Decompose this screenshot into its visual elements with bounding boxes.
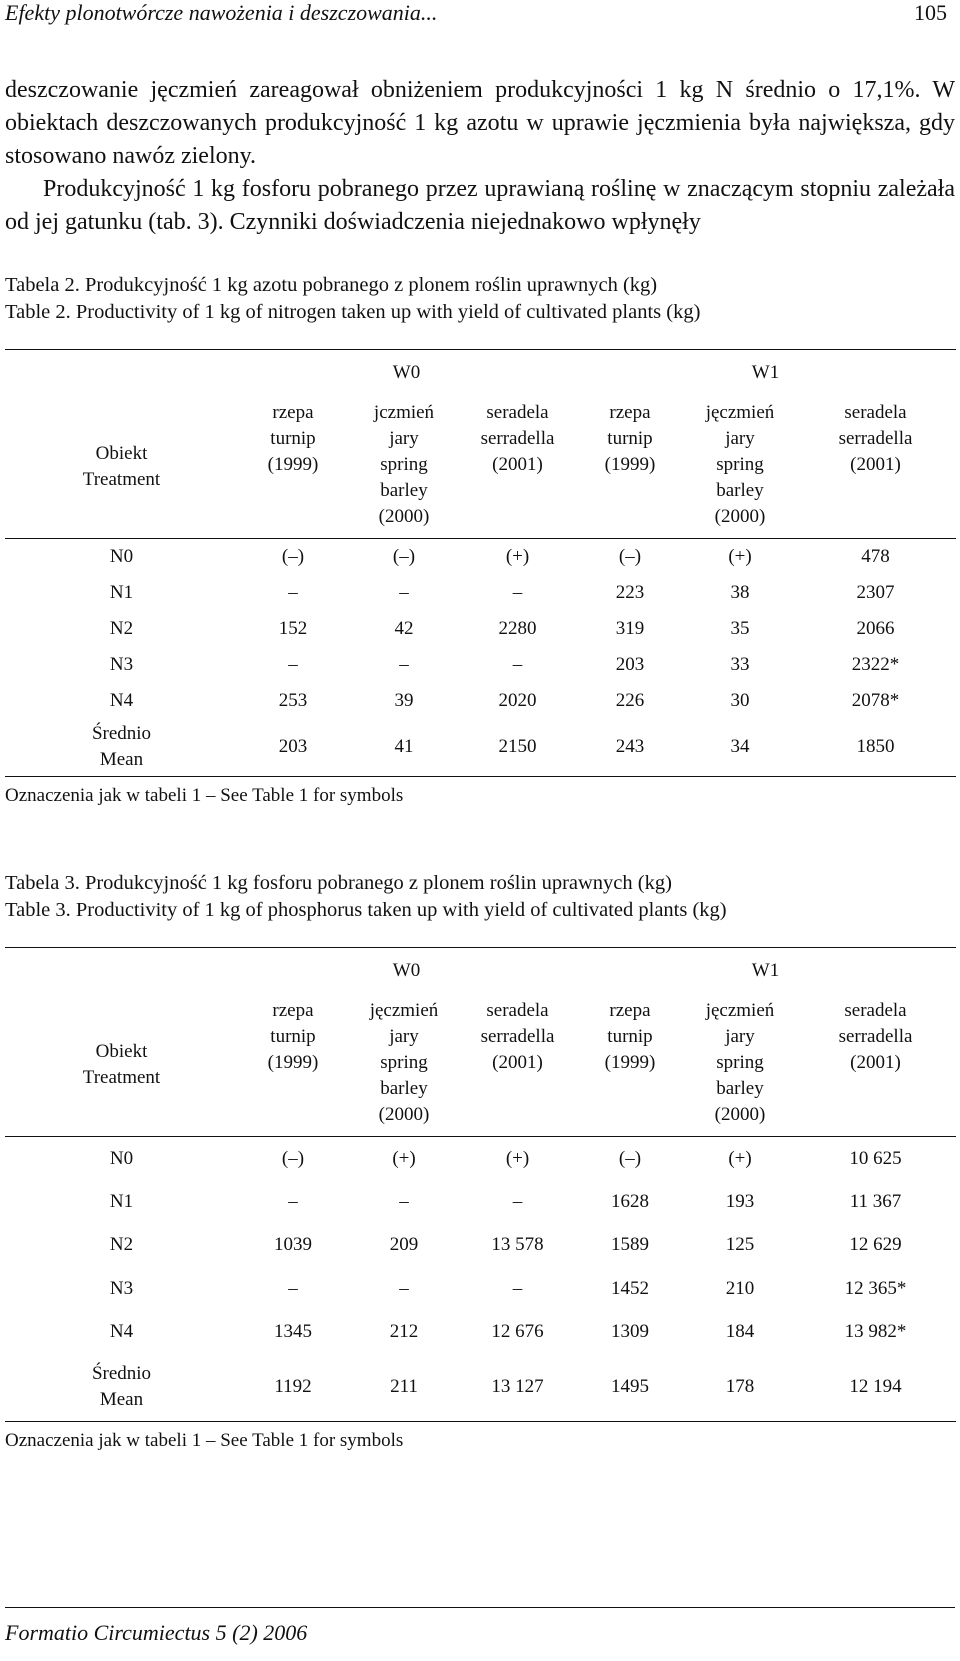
table-cell: – bbox=[288, 1277, 298, 1299]
table-cell: (+) bbox=[728, 545, 752, 567]
row-label: N2 bbox=[109, 617, 134, 639]
table-cell: – bbox=[288, 1190, 298, 1212]
caption-polish: Tabela 3. Produkcyjność 1 kg fosforu pobranego z plonem roślin uprawnych (kg) bbox=[5, 872, 672, 894]
row-label: N3 bbox=[109, 653, 134, 675]
page-header bbox=[5, 0, 955, 30]
table-cell: – bbox=[399, 1277, 409, 1299]
group-header-w1: W1 bbox=[575, 948, 956, 995]
mean-cell: 178 bbox=[685, 1354, 795, 1421]
table-cell: 226 bbox=[615, 689, 645, 711]
table-body bbox=[5, 539, 956, 777]
mean-cell: 12 194 bbox=[795, 1354, 956, 1421]
table-cell: 1039 bbox=[274, 1234, 312, 1256]
table-cell: 12 676 bbox=[491, 1321, 544, 1343]
table-cell: 253 bbox=[278, 689, 308, 711]
table-cell: 39 bbox=[394, 689, 414, 711]
table-row bbox=[5, 1267, 956, 1311]
column-header: rzepa turnip (1999) bbox=[238, 396, 348, 539]
row-label: N0 bbox=[109, 1147, 134, 1169]
column-header: seradela serradella (2001) bbox=[795, 994, 956, 1137]
table-row bbox=[5, 647, 956, 683]
caption-english: Table 2. Productivity of 1 kg of nitrogen taken up with yield of cultivated plants (kg) bbox=[5, 301, 701, 323]
table-cell: (–) bbox=[281, 545, 305, 567]
table-cell: – bbox=[288, 581, 298, 603]
page-number: 105 bbox=[914, 0, 947, 25]
caption-polish: Tabela 2. Produkcyjność 1 kg azotu pobranego z plonem roślin uprawnych (kg) bbox=[5, 274, 658, 296]
table-cell: 210 bbox=[725, 1277, 755, 1299]
mean-label: Średnio Mean bbox=[5, 719, 238, 777]
row-label: N1 bbox=[109, 1190, 134, 1212]
table-cell: 2307 bbox=[856, 581, 895, 603]
table-cell: 209 bbox=[389, 1234, 419, 1256]
table-cell: 203 bbox=[615, 653, 645, 675]
object-header: Obiekt Treatment bbox=[5, 994, 238, 1137]
table-body bbox=[5, 1137, 956, 1422]
mean-cell: 1850 bbox=[795, 719, 956, 777]
table-row bbox=[5, 575, 956, 611]
table-cell: – bbox=[512, 581, 523, 603]
group-header-w0: W0 bbox=[238, 350, 575, 397]
table-column-header-row bbox=[5, 994, 956, 1137]
table-row bbox=[5, 1137, 956, 1181]
table-3-caption bbox=[5, 870, 955, 924]
table-cell: 1628 bbox=[611, 1190, 649, 1212]
table-cell: 2322* bbox=[851, 653, 900, 675]
table-cell: 2078* bbox=[851, 689, 900, 711]
table-group-header-row bbox=[5, 948, 956, 995]
table-cell: 193 bbox=[725, 1190, 755, 1212]
table-cell: (–) bbox=[618, 1147, 642, 1169]
caption-english: Table 3. Productivity of 1 kg of phosphorus taken up with yield of cultivated plants (kg) bbox=[5, 899, 727, 921]
table-cell: 223 bbox=[615, 581, 645, 603]
table-cell: 13 578 bbox=[491, 1234, 544, 1256]
table-cell: 125 bbox=[725, 1234, 755, 1256]
object-header: Obiekt Treatment bbox=[5, 396, 238, 539]
column-header: jczmień jary spring barley (2000) bbox=[348, 396, 460, 539]
column-header: seradela serradella (2001) bbox=[460, 396, 575, 539]
mean-cell: 243 bbox=[575, 719, 685, 777]
table-cell: – bbox=[399, 653, 409, 675]
table-cell: – bbox=[512, 1190, 523, 1212]
table-cell: 12 629 bbox=[849, 1234, 902, 1256]
table-cell: 319 bbox=[615, 617, 645, 639]
table-cell: 212 bbox=[389, 1321, 419, 1343]
table-group-header-row bbox=[5, 350, 956, 397]
table-cell: (+) bbox=[392, 1147, 416, 1169]
table-cell: (–) bbox=[281, 1147, 305, 1169]
body-text bbox=[5, 74, 955, 239]
table-2 bbox=[5, 349, 956, 777]
column-header: seradela serradella (2001) bbox=[460, 994, 575, 1137]
table-cell: 30 bbox=[730, 689, 750, 711]
table-cell: (+) bbox=[728, 1147, 752, 1169]
table-cell: (–) bbox=[618, 545, 642, 567]
row-label: N2 bbox=[109, 1234, 134, 1256]
table-cell: 1309 bbox=[611, 1321, 649, 1343]
table-cell: 2280 bbox=[498, 617, 537, 639]
mean-cell: 13 127 bbox=[460, 1354, 575, 1421]
group-header-w0: W0 bbox=[238, 948, 575, 995]
column-header: jęczmień jary spring barley (2000) bbox=[685, 994, 795, 1137]
row-label: N4 bbox=[109, 689, 134, 711]
table-cell: (+) bbox=[505, 1147, 530, 1169]
table-cell: – bbox=[512, 653, 523, 675]
table-row bbox=[5, 1224, 956, 1268]
paragraph: deszczowanie jęczmień zareagował obniżeniem produkcyjności 1 kg N średnio o 17,1%. W obiektach deszczowanych produkcyjność 1 kg azotu w uprawie jęczmienia była największa, gdy stosowano nawóz zielony. bbox=[5, 77, 955, 169]
table-cell: (+) bbox=[505, 545, 530, 567]
table-cell: 42 bbox=[394, 617, 414, 639]
mean-cell: 34 bbox=[685, 719, 795, 777]
table-cell: (–) bbox=[392, 545, 416, 567]
footer-rule bbox=[5, 1607, 955, 1608]
journal-footer: Formatio Circumiectus 5 (2) 2006 bbox=[5, 1620, 308, 1645]
mean-cell: 211 bbox=[348, 1354, 460, 1421]
table-row bbox=[5, 1311, 956, 1355]
table-cell: – bbox=[512, 1277, 523, 1299]
table-cell: 2066 bbox=[856, 617, 895, 639]
mean-cell: 2150 bbox=[460, 719, 575, 777]
table-cell: 13 982* bbox=[844, 1321, 907, 1343]
column-header: jęczmień jary spring barley (2000) bbox=[685, 396, 795, 539]
table-cell: 1345 bbox=[274, 1321, 312, 1343]
mean-cell: 203 bbox=[238, 719, 348, 777]
mean-cell: 41 bbox=[348, 719, 460, 777]
table-row bbox=[5, 683, 956, 719]
table-cell: 1589 bbox=[611, 1234, 649, 1256]
table-2-caption bbox=[5, 272, 955, 326]
table-3-note: Oznaczenia jak w tabeli 1 – See Table 1 for symbols bbox=[5, 1430, 404, 1451]
table-cell: 2020 bbox=[498, 689, 537, 711]
column-header: rzepa turnip (1999) bbox=[575, 994, 685, 1137]
table-row bbox=[5, 539, 956, 575]
table-cell: 33 bbox=[730, 653, 750, 675]
paragraph: Produkcyjność 1 kg fosforu pobranego przez uprawianą roślinę w znaczącym stopniu zależała od jej gatunku (tab. 3). Czynniki doświadczenia niejednakowo wpłynęły bbox=[5, 176, 955, 235]
table-column-header-row bbox=[5, 396, 956, 539]
mean-row bbox=[5, 1354, 956, 1421]
table-cell: – bbox=[288, 653, 298, 675]
table-cell: 12 365* bbox=[844, 1277, 907, 1299]
row-label: N0 bbox=[109, 545, 134, 567]
table-cell: 152 bbox=[278, 617, 308, 639]
table-3 bbox=[5, 947, 956, 1422]
column-header: rzepa turnip (1999) bbox=[575, 396, 685, 539]
column-header: jęczmień jary spring barley (2000) bbox=[348, 994, 460, 1137]
table-cell: 10 625 bbox=[849, 1147, 902, 1169]
row-label: N3 bbox=[109, 1277, 134, 1299]
table-cell: 35 bbox=[730, 617, 750, 639]
table-cell: 1452 bbox=[611, 1277, 649, 1299]
column-header: rzepa turnip (1999) bbox=[238, 994, 348, 1137]
column-header: seradela serradella (2001) bbox=[795, 396, 956, 539]
table-cell: 478 bbox=[861, 545, 890, 567]
row-label: N4 bbox=[109, 1321, 134, 1343]
table-row bbox=[5, 1180, 956, 1224]
mean-cell: 1495 bbox=[575, 1354, 685, 1421]
table-row bbox=[5, 611, 956, 647]
group-header-w1: W1 bbox=[575, 350, 956, 397]
row-label: N1 bbox=[109, 581, 134, 603]
table-2-note: Oznaczenia jak w tabeli 1 – See Table 1 for symbols bbox=[5, 785, 404, 806]
mean-cell: 1192 bbox=[238, 1354, 348, 1421]
mean-label: Średnio Mean bbox=[5, 1354, 238, 1421]
running-title: Efekty plonotwórcze nawożenia i deszczowania... bbox=[5, 0, 438, 25]
mean-row bbox=[5, 719, 956, 777]
table-cell: – bbox=[399, 581, 409, 603]
table-cell: 38 bbox=[730, 581, 750, 603]
table-cell: – bbox=[399, 1190, 409, 1212]
table-cell: 11 367 bbox=[849, 1190, 902, 1212]
table-cell: 184 bbox=[725, 1321, 755, 1343]
